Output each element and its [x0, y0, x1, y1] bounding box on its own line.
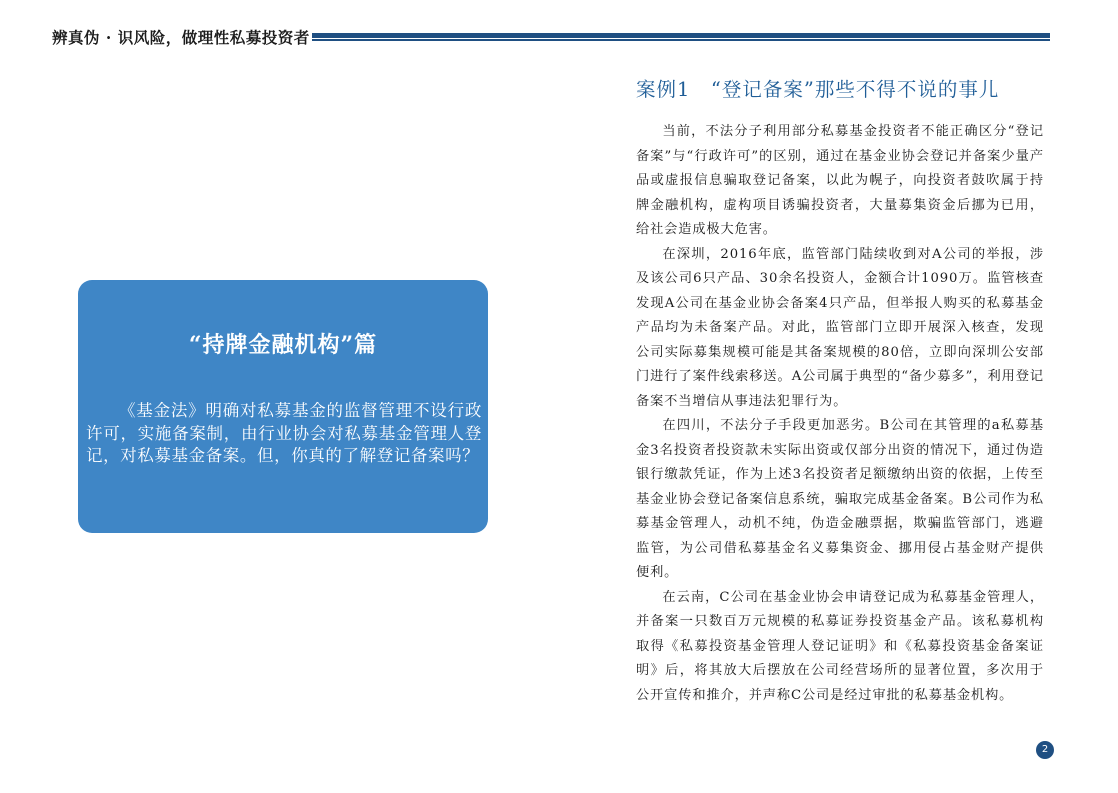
callout-body: 《基金法》明确对私募基金的监督管理不设行政许可，实施备案制，由行业协会对私募基金管理人登记，对私募基金备案。但，你真的了解登记备案吗？ [86, 401, 482, 465]
header-title: 辨真伪 · 识风险，做理性私募投资者 [52, 28, 310, 47]
page-number-badge: 2 [1036, 741, 1054, 759]
case-title: 案例1 “登记备案”那些不得不说的事儿 [636, 78, 1000, 101]
chapter-callout-box [78, 280, 488, 533]
article-paragraph: 当前，不法分子利用部分私募基金投资者不能正确区分“登记备案”与“行政许可”的区别，通过在基金业协会登记并备案少量产品或虚报信息骗取登记备案，以此为幌子，向投资者鼓吹属于持牌金融机构，虚构项目诱骗投资者，大量募集资金后挪为已用，给社会造成极大危害。 [636, 124, 1044, 237]
header-rule-thin [312, 39, 1050, 41]
header-rule-thick [312, 33, 1050, 38]
header-rule [312, 33, 1050, 41]
article-body [636, 120, 1044, 708]
article-paragraph: 在深圳，2016年底，监管部门陆续收到对A公司的举报，涉及该公司6只产品、30余名投资人，金额合计1090万。监管核查发现A公司在基金业协会备案4只产品，但举报人购买的私募基金产品均为未备案产品。对此，监管部门立即开展深入核查，发现公司实际募集规模可能是其备案规模的80倍，立即向深圳公安部门进行了案件线索移送。A公司属于典型的“备少募多”，利用登记备案不当增信从事违法犯罪行为。 [636, 246, 1044, 409]
callout-title: “持牌金融机构”篇 [188, 332, 378, 358]
article-paragraph: 在云南，C公司在基金业协会申请登记成为私募基金管理人，并备案一只数百万元规模的私募证券投资基金产品。该私募机构取得《私募投资基金管理人登记证明》和《私募投资基金备案证明》后，将其放大后摆放在公司经营场所的显著位置，多次用于公开宣传和推介，并声称C公司是经过审批的私募基金机构。 [636, 589, 1044, 703]
article-paragraph: 在四川，不法分子手段更加恶劣。B公司在其管理的a私募基金3名投资者投资款未实际出资或仅部分出资的情况下，通过伪造银行缴款凭证，作为上述3名投资者足额缴纳出资的依据，上传至基金业协会登记备案信息系统，骗取完成基金备案。B公司作为私募基金管理人，动机不纯，伪造金融票据，欺骗监管部门，逃避监管，为公司借私募基金名义募集资金、挪用侵占基金财产提供便利。 [636, 418, 1044, 580]
